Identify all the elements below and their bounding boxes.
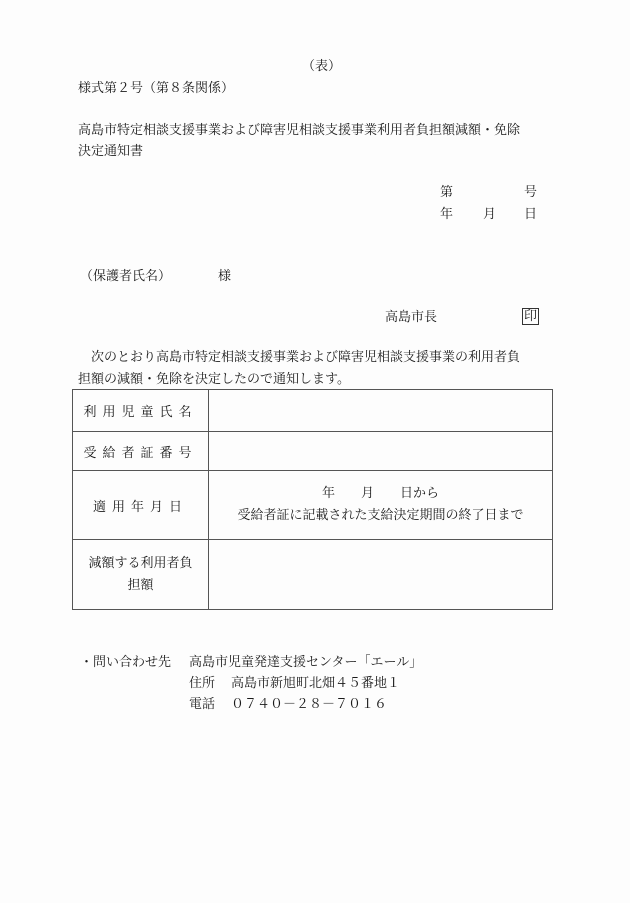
table-row xyxy=(73,390,553,432)
effective-date-from: 年 月 日から xyxy=(321,486,439,501)
side-label: （表） xyxy=(302,59,342,74)
label-effective-date: 適用年月日 xyxy=(73,471,209,540)
document-title-line2: 決定通知書 xyxy=(78,144,144,159)
label-reduced-amount: 減額する利用者負 担額 xyxy=(73,540,209,610)
body-text-line1: 次のとおり高島市特定相談支援事業および障害児相談支援事業の利用者負 xyxy=(78,350,521,365)
contact-label: ・問い合わせ先 xyxy=(80,655,172,670)
ref-number-prefix: 第 xyxy=(440,185,454,200)
label-certificate-number: 受給者証番号 xyxy=(73,432,209,471)
ref-number-suffix: 号 xyxy=(524,185,538,200)
phone-value: ０７４０－２８－７０１６ xyxy=(231,697,388,712)
value-reduced-amount xyxy=(209,540,553,610)
date-day: 日 xyxy=(524,207,538,222)
guardian-name-label: （保護者氏名） xyxy=(80,269,172,284)
table-row xyxy=(73,432,553,471)
issuer-title: 高島市長 xyxy=(385,310,438,325)
document-title-line1: 高島市特定相談支援事業および障害児相談支援事業利用者負担額減額・免除 xyxy=(78,123,521,138)
honorific: 様 xyxy=(218,269,232,284)
value-effective-date xyxy=(209,471,553,540)
decision-table xyxy=(72,389,553,610)
table-row xyxy=(73,540,553,610)
label-child-name: 利用児童氏名 xyxy=(73,390,209,432)
seal-stamp: 印 xyxy=(524,309,538,324)
value-certificate-number xyxy=(209,432,553,471)
effective-date-to: 受給者証に記載された支給決定期間の終了日まで xyxy=(237,508,524,523)
body-text-line2: 担額の減額・免除を決定したので通知します。 xyxy=(78,372,350,387)
date-year: 年 xyxy=(440,207,454,222)
date-month: 月 xyxy=(483,207,497,222)
address-label: 住所 xyxy=(189,676,216,691)
address-value: 高島市新旭町北畑４５番地１ xyxy=(231,676,401,691)
table-row xyxy=(73,471,553,540)
contact-org: 高島市児童発達支援センター「エール」 xyxy=(189,655,423,670)
phone-label: 電話 xyxy=(189,697,216,712)
form-number: 様式第２号（第８条関係） xyxy=(78,81,235,96)
value-child-name xyxy=(209,390,553,432)
